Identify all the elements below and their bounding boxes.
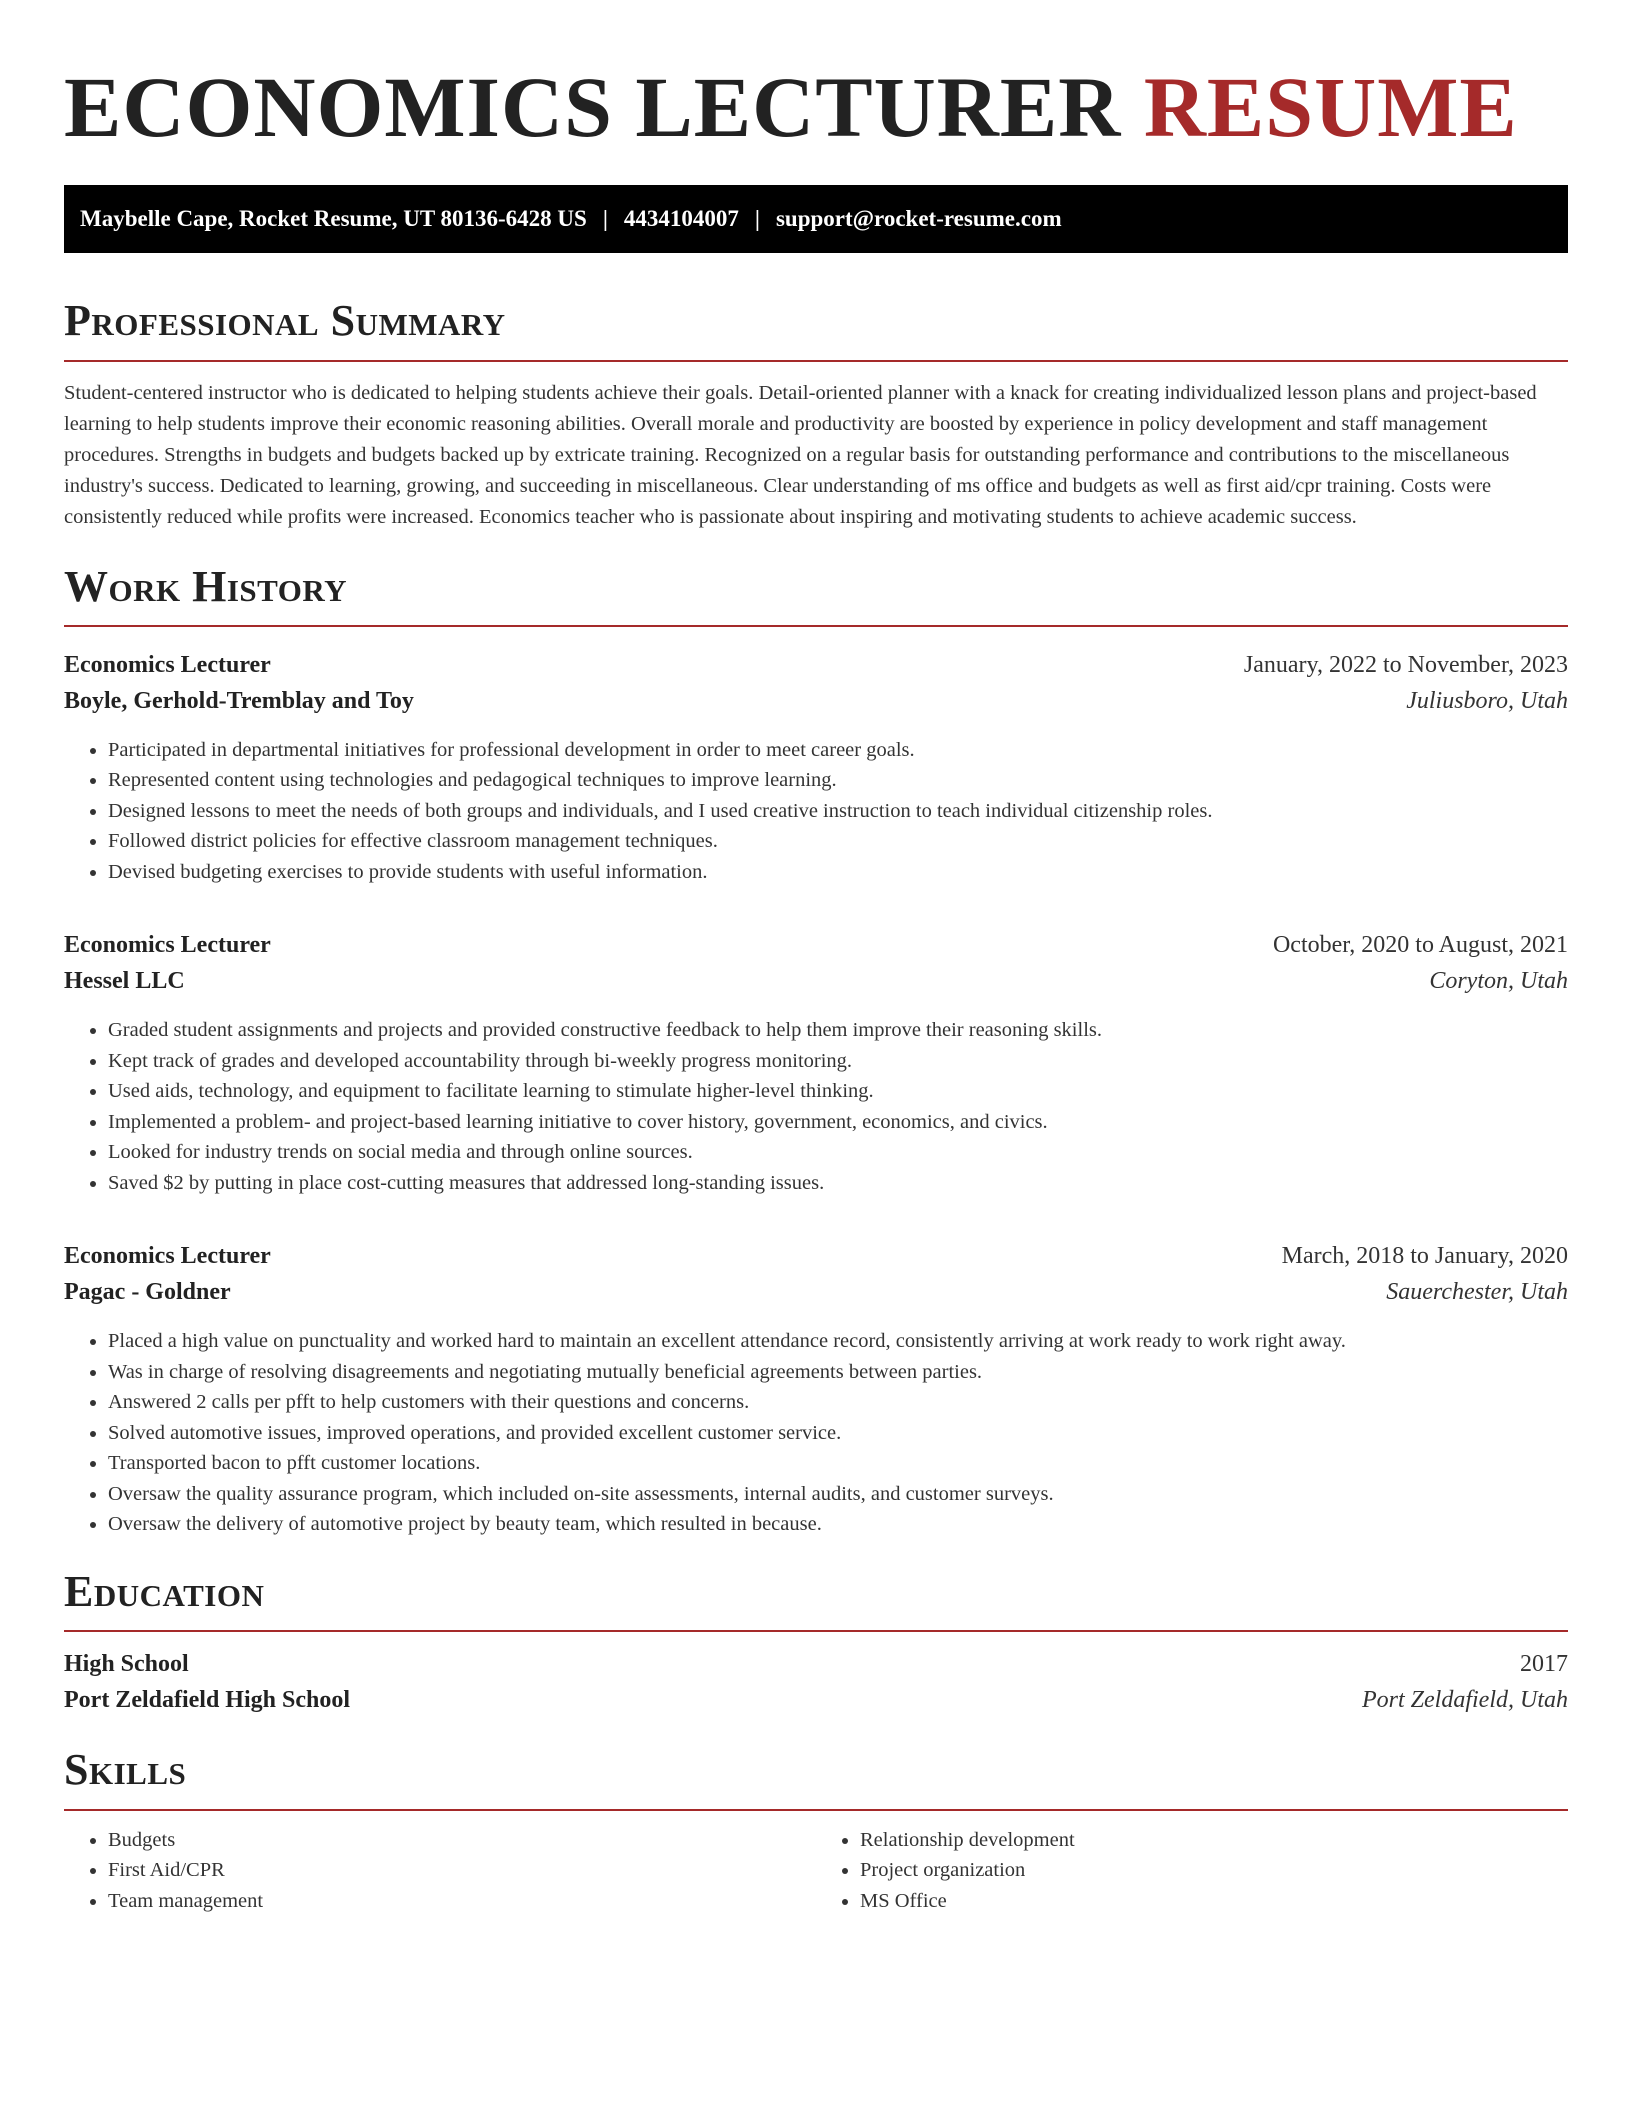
education-degree: High School	[64, 1651, 189, 1678]
summary-text: Student-centered instructor who is dedicated to helping students achieve their goals. Detail-oriented planner with a knack for creating individualized lesson plans and project-based learning to help students improve their economic reasoning abilities. Overall morale and productivity are boosted by experience in policy development and staff management procedures. Strengths in budgets and budgets backed up by extricate training. Recognized on a regular basis for outstanding performance and contributions to the miscellaneous industry's success. Dedicated to learning, growing, and succeeding in miscellaneous. Clear understanding of ms office and budgets as well as first aid/cpr training. Costs were consistently reduced while profits were increased. Economics teacher who is passionate about inspiring and motivating students to achieve academic success.	[64, 381, 1537, 528]
job-bullet: • Placed a high value on punctuality and worked hard to maintain an excellent attendance record, consistently arriving at work ready to work right away.	[108, 1326, 1568, 1357]
title-accent: RESUME	[1143, 59, 1518, 155]
skill-item: • First Aid/CPR	[108, 1855, 816, 1886]
job-company: Pagac - Goldner	[64, 1279, 231, 1306]
job-bullet: • Represented content using technologies and pedagogical techniques to improve learning.	[108, 765, 1568, 796]
job-bullet: • Followed district policies for effective classroom management techniques.	[108, 826, 1568, 857]
job-company: Hessel LLC	[64, 968, 185, 995]
resume-title	[64, 56, 1568, 159]
contact-separator: |	[754, 206, 760, 232]
job-title: Economics Lecturer	[64, 932, 271, 959]
job-location: Sauerchester, Utah	[1386, 1279, 1568, 1306]
job-entry	[64, 647, 1568, 888]
job-entry	[64, 927, 1568, 1198]
contact-address: Maybelle Cape, Rocket Resume, UT 80136-6428 US	[80, 206, 587, 232]
job-header-row	[64, 647, 1568, 683]
title-main: ECONOMICS LECTURER	[64, 59, 1122, 155]
job-bullet: • Solved automotive issues, improved operations, and provided excellent customer service.	[108, 1418, 1568, 1449]
job-bullet: • Was in charge of resolving disagreements and negotiating mutually beneficial agreements between parties.	[108, 1357, 1568, 1388]
job-dates: March, 2018 to January, 2020	[1281, 1243, 1568, 1270]
resume-page	[64, 0, 1568, 1916]
job-entry	[64, 1238, 1568, 1540]
skill-item: • Project organization	[860, 1855, 1568, 1886]
job-bullets	[64, 735, 1568, 888]
job-title: Economics Lecturer	[64, 1243, 271, 1270]
contact-phone[interactable]: 4434104007	[623, 206, 739, 232]
contact-separator: |	[602, 206, 608, 232]
summary-heading: Professional Summary	[64, 297, 1568, 361]
job-bullet: • Oversaw the delivery of automotive project by beauty team, which resulted in because.	[108, 1509, 1568, 1540]
job-bullet: • Transported bacon to pfft customer locations.	[108, 1448, 1568, 1479]
skill-item: • Budgets	[108, 1825, 816, 1856]
job-bullet: • Kept track of grades and developed accountability through bi-weekly progress monitoring.	[108, 1046, 1568, 1077]
contact-bar	[64, 185, 1568, 253]
job-bullet: • Oversaw the quality assurance program, which included on-site assessments, internal audits, and customer surveys.	[108, 1479, 1568, 1510]
job-bullet: • Designed lessons to meet the needs of both groups and individuals, and I used creative instruction to teach individual citizenship roles.	[108, 796, 1568, 827]
contact-email[interactable]: support@rocket-resume.com	[775, 206, 1062, 232]
job-company-row	[64, 963, 1568, 999]
job-location: Juliusboro, Utah	[1406, 687, 1568, 714]
job-title: Economics Lecturer	[64, 651, 271, 678]
education-entry	[64, 1646, 1568, 1718]
skill-item: • Team management	[108, 1886, 816, 1917]
education-row	[64, 1646, 1568, 1682]
skills-list	[64, 1825, 1568, 1917]
job-bullet: • Participated in departmental initiatives for professional development in order to meet career goals.	[108, 735, 1568, 766]
job-bullet: • Used aids, technology, and equipment to facilitate learning to stimulate higher-level thinking.	[108, 1076, 1568, 1107]
job-bullets	[64, 1326, 1568, 1540]
job-dates: October, 2020 to August, 2021	[1272, 932, 1568, 959]
job-bullet: • Graded student assignments and projects and provided constructive feedback to help them improve their reasoning skills.	[108, 1015, 1568, 1046]
skills-column-right	[816, 1825, 1568, 1917]
job-company: Boyle, Gerhold-Tremblay and Toy	[64, 687, 414, 714]
work-history-heading: Work History	[64, 563, 1568, 627]
education-row	[64, 1682, 1568, 1718]
job-dates: January, 2022 to November, 2023	[1243, 651, 1568, 678]
work-history-list	[64, 647, 1568, 1540]
skills-heading: Skills	[64, 1746, 1568, 1810]
job-company-row	[64, 683, 1568, 719]
education-location: Port Zeldafield, Utah	[1362, 1687, 1568, 1714]
job-header-row	[64, 1238, 1568, 1274]
job-bullet: • Saved $2 by putting in place cost-cutting measures that addressed long-standing issues.	[108, 1168, 1568, 1199]
education-school: Port Zeldafield High School	[64, 1687, 351, 1714]
job-header-row	[64, 927, 1568, 963]
job-location: Coryton, Utah	[1429, 968, 1568, 995]
job-bullets	[64, 1015, 1568, 1198]
education-year: 2017	[1520, 1651, 1568, 1678]
job-bullet: • Devised budgeting exercises to provide students with useful information.	[108, 857, 1568, 888]
skill-item: • Relationship development	[860, 1825, 1568, 1856]
skills-column-left	[64, 1825, 816, 1917]
job-bullet: • Answered 2 calls per pfft to help customers with their questions and concerns.	[108, 1387, 1568, 1418]
skill-item: • MS Office	[860, 1886, 1568, 1917]
job-company-row	[64, 1274, 1568, 1310]
job-bullet: • Looked for industry trends on social media and through online sources.	[108, 1137, 1568, 1168]
job-bullet: • Implemented a problem- and project-based learning initiative to cover history, government, economics, and civics.	[108, 1107, 1568, 1138]
education-heading: Education	[64, 1568, 1568, 1632]
